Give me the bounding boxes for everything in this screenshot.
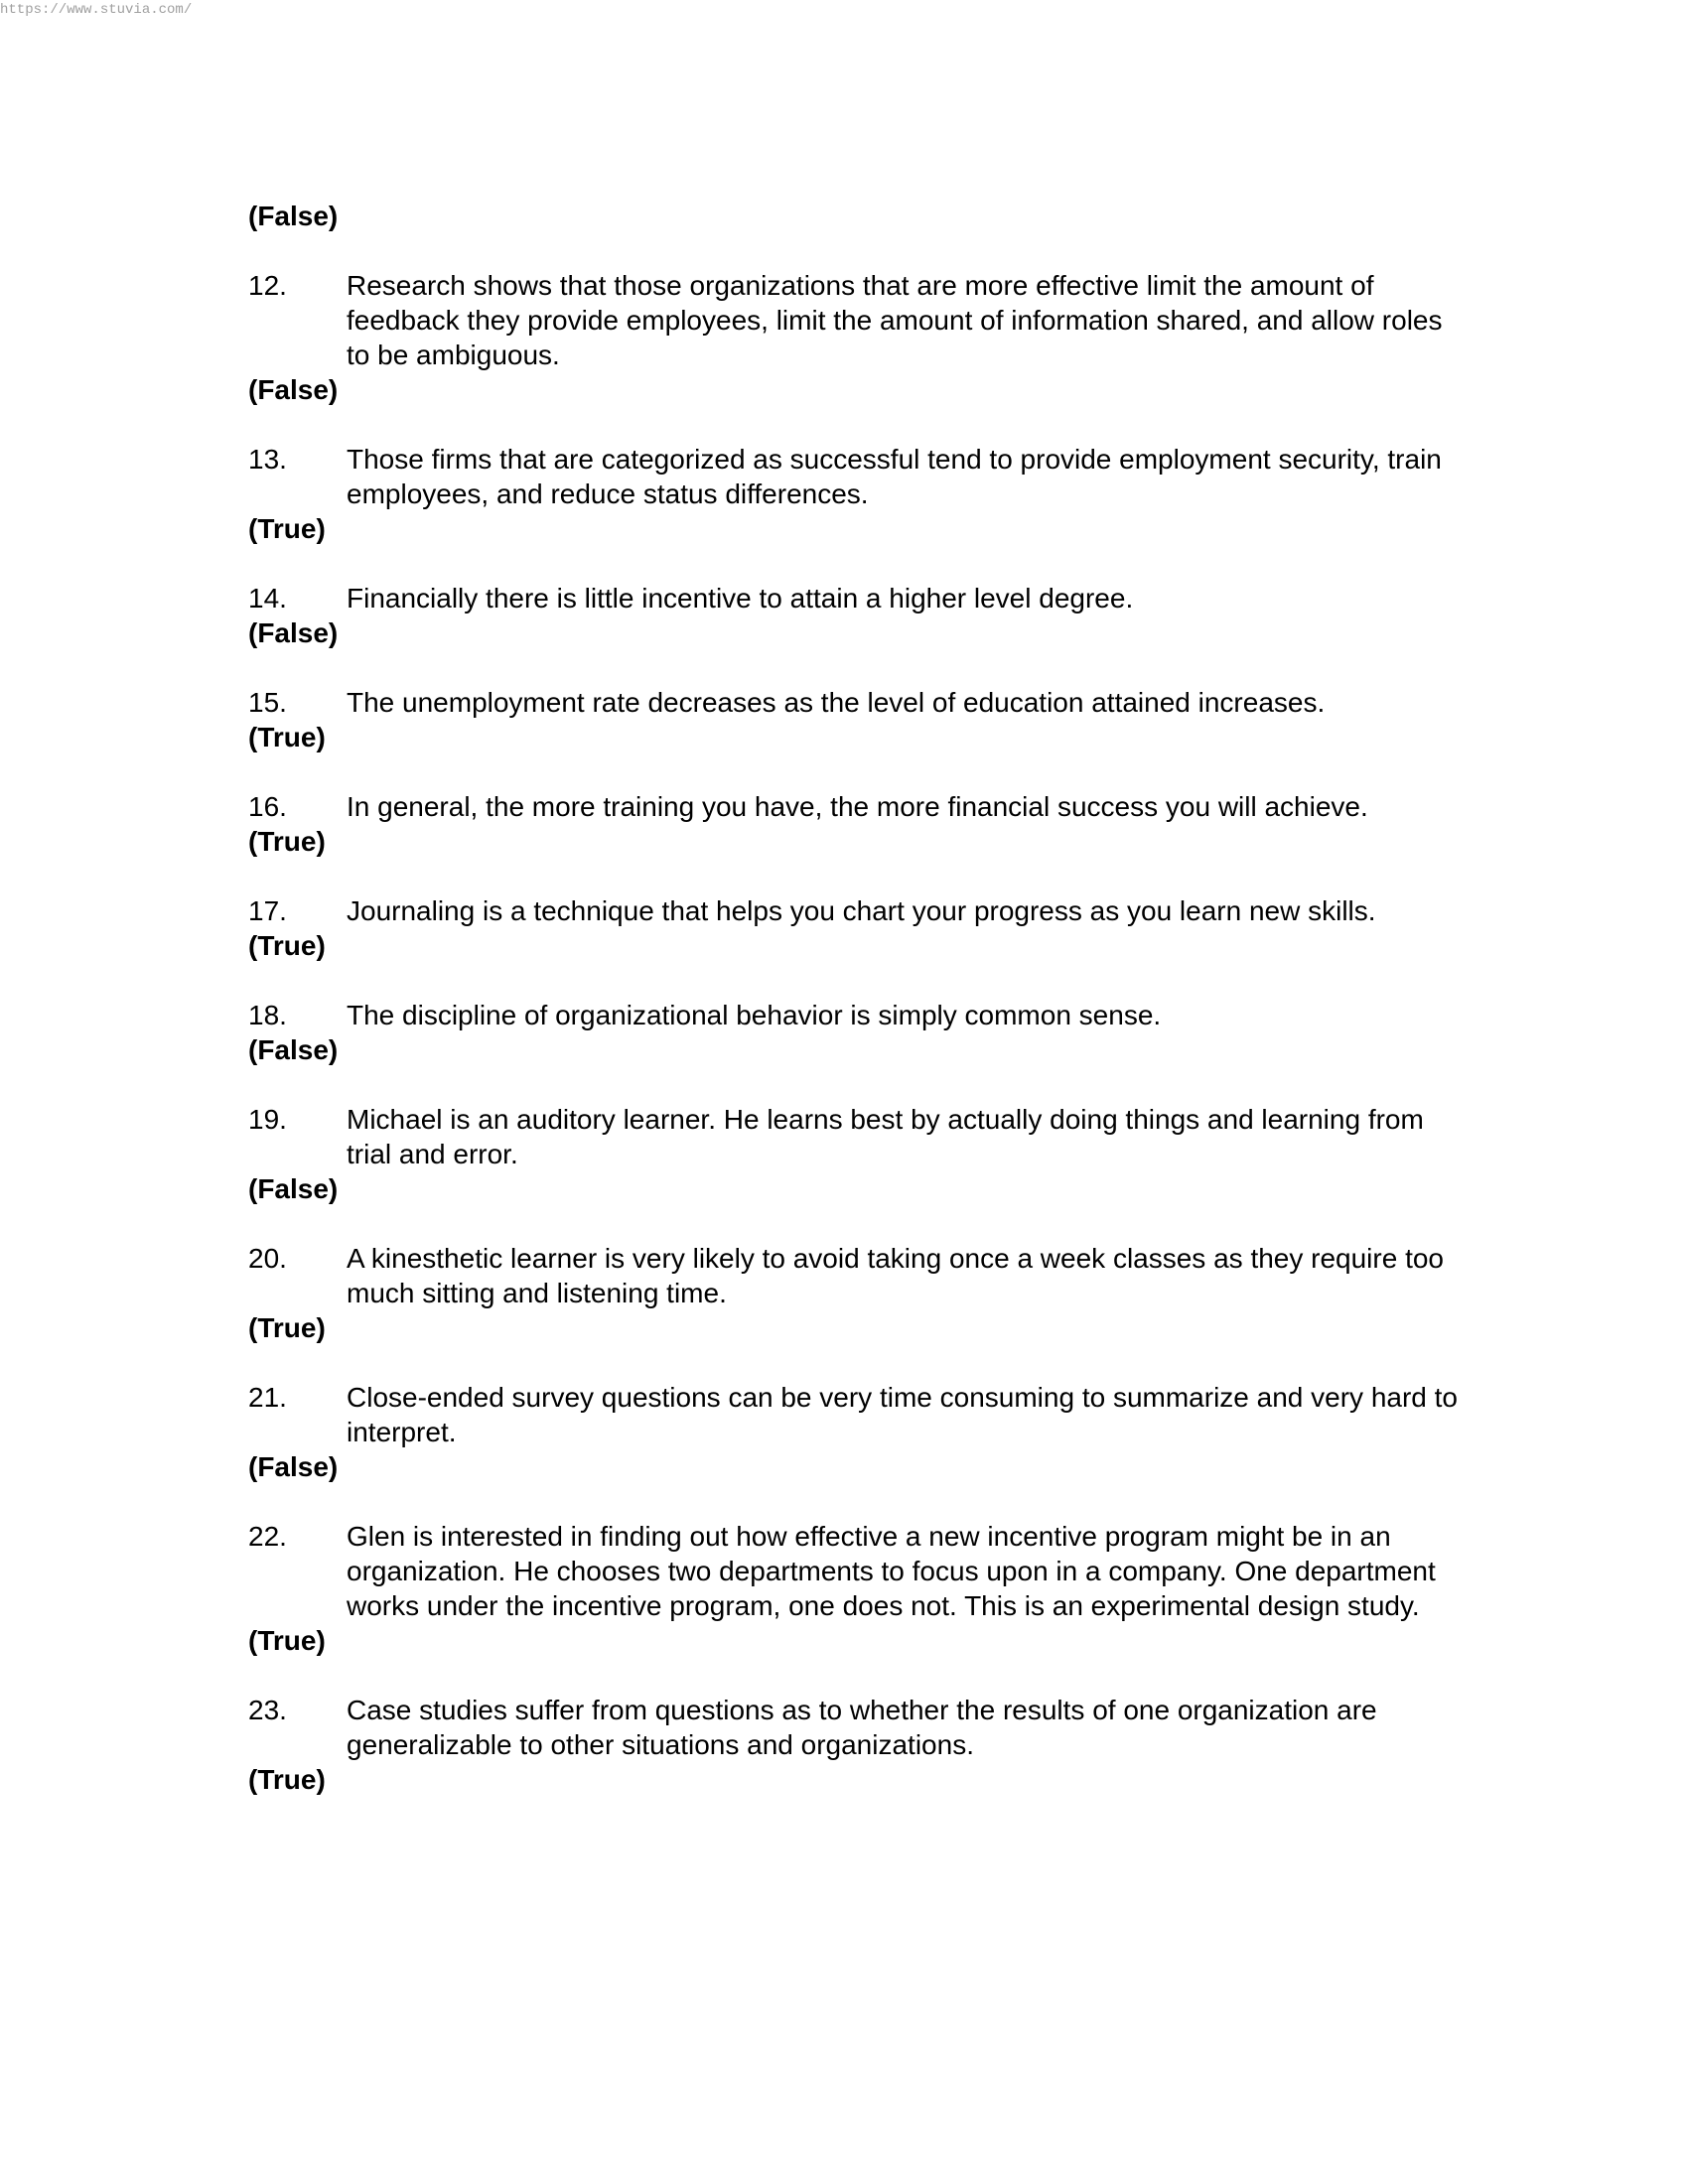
question-number: 21. bbox=[248, 1382, 287, 1413]
source-url: https://www.stuvia.com/ bbox=[0, 2, 193, 18]
question-row bbox=[248, 581, 1460, 615]
question-row bbox=[248, 268, 1460, 372]
question-number: 14. bbox=[248, 583, 287, 614]
question-item bbox=[248, 1519, 1460, 1658]
question-item bbox=[248, 268, 1460, 407]
answer-label: (True) bbox=[248, 826, 326, 857]
question-item bbox=[248, 442, 1460, 546]
question-text: The unemployment rate decreases as the level of education attained increases. bbox=[347, 687, 1326, 718]
question-row bbox=[248, 685, 1460, 720]
question-number: 15. bbox=[248, 687, 287, 718]
answer-label: (True) bbox=[248, 930, 326, 961]
question-item bbox=[248, 998, 1460, 1067]
answer-label: (False) bbox=[248, 374, 339, 405]
answer-label: (False) bbox=[248, 1173, 339, 1204]
question-text: In general, the more training you have, the more financial success you will achieve. bbox=[347, 791, 1368, 822]
question-item bbox=[248, 581, 1460, 650]
question-number: 18. bbox=[248, 1000, 287, 1030]
question-item bbox=[248, 893, 1460, 963]
question-number: 13. bbox=[248, 444, 287, 475]
question-row bbox=[248, 1380, 1460, 1449]
question-row bbox=[248, 1693, 1460, 1762]
answer-label: (True) bbox=[248, 1625, 326, 1656]
question-item bbox=[248, 1693, 1460, 1797]
question-number: 16. bbox=[248, 791, 287, 822]
answer-label: (False) bbox=[248, 201, 339, 231]
answer-label: (False) bbox=[248, 1034, 339, 1065]
answer-label: (True) bbox=[248, 1764, 326, 1795]
question-number: 12. bbox=[248, 270, 287, 301]
question-text: Michael is an auditory learner. He learns best by actually doing things and learning from trial and error. bbox=[347, 1104, 1424, 1169]
question-number: 20. bbox=[248, 1243, 287, 1274]
question-item bbox=[248, 685, 1460, 754]
question-text: Case studies suffer from questions as to whether the results of one organization are generalizable to other situations and organizations. bbox=[347, 1695, 1377, 1760]
question-item bbox=[248, 1380, 1460, 1484]
question-text: Those firms that are categorized as successful tend to provide employment security, train employees, and reduce status differences. bbox=[347, 444, 1442, 509]
question-item bbox=[248, 1102, 1460, 1206]
answer-label: (True) bbox=[248, 513, 326, 544]
question-list bbox=[248, 199, 1460, 1797]
question-item bbox=[248, 789, 1460, 859]
question-row bbox=[248, 1102, 1460, 1171]
question-number: 23. bbox=[248, 1695, 287, 1725]
question-number: 17. bbox=[248, 895, 287, 926]
question-row bbox=[248, 1519, 1460, 1623]
answer-label: (False) bbox=[248, 617, 339, 648]
question-text: Financially there is little incentive to attain a higher level degree. bbox=[347, 583, 1134, 614]
question-item bbox=[248, 1241, 1460, 1345]
question-text: The discipline of organizational behavior is simply common sense. bbox=[347, 1000, 1162, 1030]
question-text: Glen is interested in finding out how effective a new incentive program might be in an organization. He chooses two departments to focus upon in a company. One department works under the incentive program, one does not. This is an experimental design study. bbox=[347, 1521, 1436, 1621]
question-text: A kinesthetic learner is very likely to avoid taking once a week classes as they require too much sitting and listening time. bbox=[347, 1243, 1445, 1308]
question-row bbox=[248, 998, 1460, 1032]
question-text: Journaling is a technique that helps you chart your progress as you learn new skills. bbox=[347, 895, 1376, 926]
question-text: Close-ended survey questions can be very time consuming to summarize and very hard to interpret. bbox=[347, 1382, 1458, 1447]
question-number: 19. bbox=[248, 1104, 287, 1135]
answer-label: (True) bbox=[248, 1312, 326, 1343]
question-row bbox=[248, 1241, 1460, 1310]
answer-label: (False) bbox=[248, 1451, 339, 1482]
answer-label: (True) bbox=[248, 722, 326, 752]
question-row bbox=[248, 789, 1460, 824]
question-row bbox=[248, 442, 1460, 511]
question-number: 22. bbox=[248, 1521, 287, 1552]
question-text: Research shows that those organizations that are more effective limit the amount of feedback they provide employees, limit the amount of information shared, and allow roles to be ambiguous. bbox=[347, 270, 1443, 370]
question-row bbox=[248, 893, 1460, 928]
